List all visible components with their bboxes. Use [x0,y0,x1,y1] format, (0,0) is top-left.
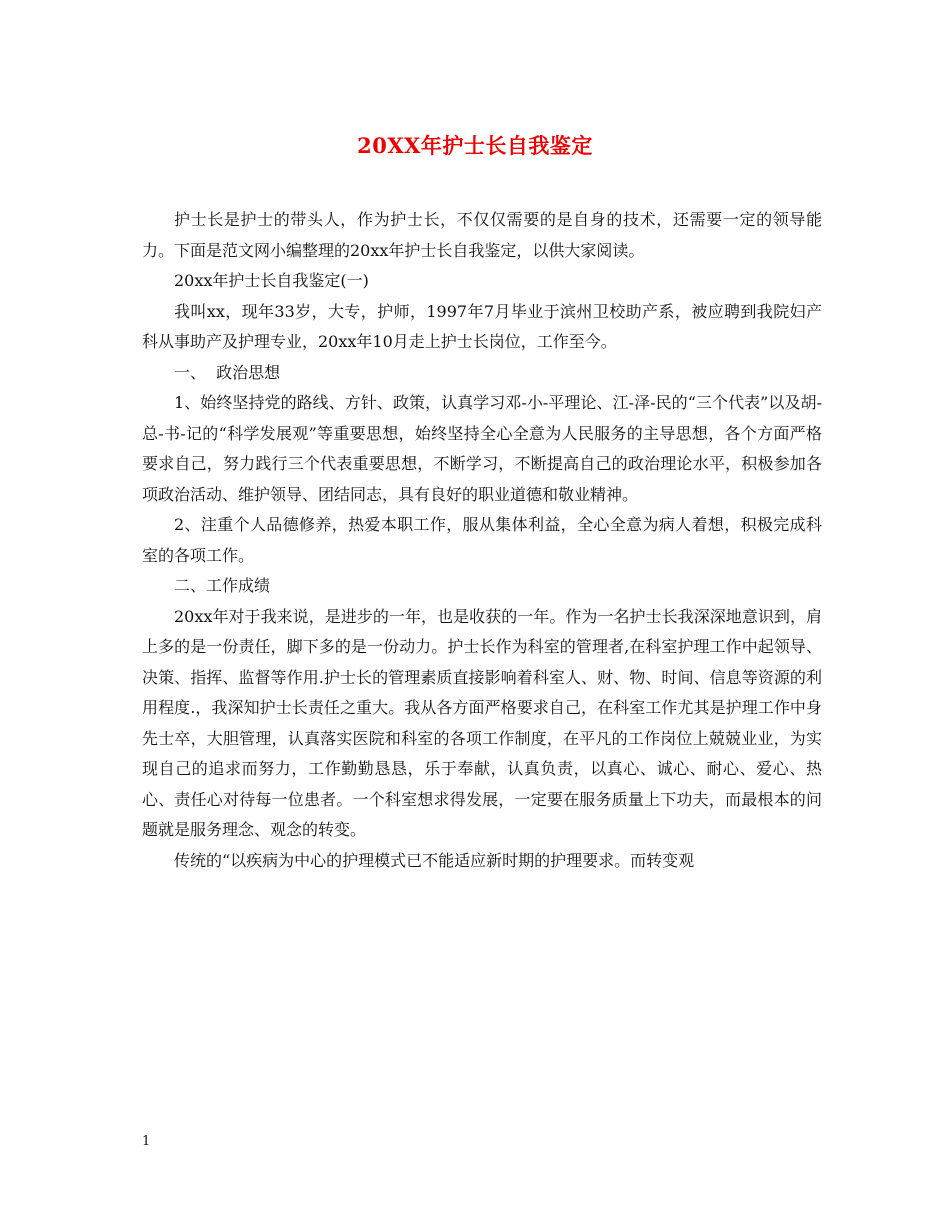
paragraph-traditional-model: 传统的“以疾病为中心的护理模式已不能适应新时期的护理要求。而转变观 [174,850,695,870]
paragraph-political-2: 2、注重个人品德修养，热爱本职工作，服从集体利益，全心全意为病人着想，积极完成科室的各项工作。 [142,515,822,565]
paragraph-section-heading: 20xx年护士长自我鉴定(一) [174,271,369,290]
document-title: 20XX年护士长自我鉴定 [357,133,593,158]
paragraph-achievements: 20xx年对于我来说，是进步的一年，也是收获的一年。作为一名护士长我深深地意识到，肩上多的是一份责任，脚下多的是一份动力。护士长作为科室的管理者,在科室护理工作中起领导、决策、指挥、监督等作用.护士长的管理素质直接影响着科室人、财、物、时间、信息等资源的利用程度.，我深知护士长责任之重大。我从各方面严格要求自己，在科室工作尤其是护理工作中身先士卒，大胆管理，认真落实医院和科室的各项工作制度，在平凡的工作岗位上兢兢业业，为实现自己的追求而努力，工作勤勤恳恳，乐于奉献，认真负责，以真心、诚心、耐心、爱心、热心、责任心对待每一位患者。一个科室想求得发展，一定要在服务质量上下功夫，而最根本的问题就是服务理念、观念的转变。 [142,606,822,839]
paragraph-intro: 护士长是护士的带头人，作为护士长，不仅仅需要的是自身的技术，还需要一定的领导能力。下面是范文网小编整理的20xx年护士长自我鉴定，以供大家阅读。 [142,210,822,260]
paragraph-political-1: 1、始终坚持党的路线、方针、政策，认真学习邓-小-平理论、江-泽-民的“三个代表”以及胡-总-书-记的“科学发展观”等重要思想，始终坚持全心全意为人民服务的主导思想，各个方面严格要求自己，努力践行三个代表重要思想，不断学习，不断提高自己的政治理论水平，积极参加各项政治活动、维护领导、团结同志，具有良好的职业道德和敬业精神。 [142,393,822,504]
paragraph-self-introduction: 我叫xx，现年33岁，大专，护师，1997年7月毕业于滨州卫校助产系，被应聘到我院妇产科从事助产及护理专业，20xx年10月走上护士长岗位，工作至今。 [142,301,822,351]
paragraph-heading-achievements: 二、工作成绩 [174,576,271,595]
document-body [142,205,822,876]
page-number: 1 [142,1134,151,1149]
paragraph-heading-political: 一、 政治思想 [174,362,281,382]
